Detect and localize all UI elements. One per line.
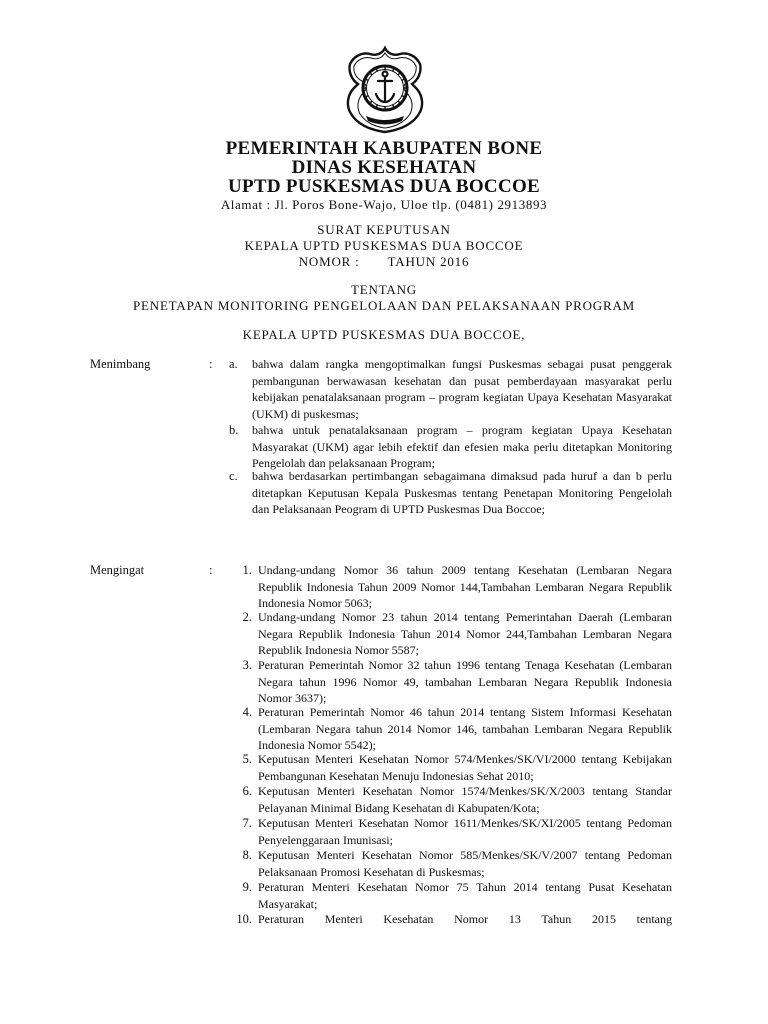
decree-about-label: TENTANG xyxy=(351,282,417,297)
mengingat-item-text: Peraturan Pemerintah Nomor 46 tahun 2014 tentang Sistem Informasi Kesehatan (Lembaran Negara tahun 2014 Nomor 146, tambahan Lembaran Negara Republik Indonesia Nomor 5542); xyxy=(258,705,672,752)
decree-issuer-heading: KEPALA UPTD PUSKESMAS DUA BOCCOE, xyxy=(242,327,526,342)
mengingat-item-number: 3. xyxy=(242,658,252,672)
institution-address: Alamat : Jl. Poros Bone-Wajo, Uloe tlp. (0481) 2913893 xyxy=(220,197,548,212)
mengingat-item-text: Undang-undang Nomor 23 tahun 2014 tentang Pemerintahan Daerah (Lembaran Negara Republik Indonesia Tahun 2014 Nomor 244,Tambahan Lembaran Negara Republik Indonesia Nomor 5587; xyxy=(258,610,672,657)
decree-subject: PENETAPAN MONITORING PENGELOLAAN DAN PELAKSANAAN PROGRAM xyxy=(132,298,636,313)
mengingat-item-text: Keputusan Menteri Kesehatan Nomor 1611/Menkes/SK/XI/2005 tentang Pedoman Penyelenggaraan Imunisasi; xyxy=(258,816,672,847)
menimbang-item-text: bahwa dalam rangka mengoptimalkan fungsi Puskesmas sebagai pusat penggerak pembangunan berwawasan kesehatan dan pusat pemberdayaan masyarakat perlu kebijakan penatalaksanaan program – program kegiatan Upaya Kesehatan Masyarakat (UKM) di puskesmas; xyxy=(252,357,672,421)
decree-type: SURAT KEPUTUSAN xyxy=(317,222,451,237)
mengingat-colon: : xyxy=(209,563,213,577)
decree-number-line xyxy=(0,254,768,270)
mengingat-item-number: 4. xyxy=(242,705,252,719)
mengingat-item-number: 10. xyxy=(236,912,252,926)
mengingat-item-text: Peraturan Menteri Kesehatan Nomor 13 Tahun 2015 tentang xyxy=(258,912,672,926)
menimbang-item-mark: c. xyxy=(229,469,238,483)
government-name: PEMERINTAH KABUPATEN BONE xyxy=(225,138,543,159)
institution-name: UPTD PUSKESMAS DUA BOCCOE xyxy=(227,176,541,197)
decree-number-label: NOMOR : xyxy=(298,254,360,269)
mengingat-item-text: Peraturan Menteri Kesehatan Nomor 75 Tahun 2014 tentang Pusat Kesehatan Masyarakat; xyxy=(258,880,672,911)
mengingat-item-text: Peraturan Pemerintah Nomor 32 tahun 1996 tentang Tenaga Kesehatan (Lembaran Negara tahun 1996 Nomor 49, tambahan Lembaran Negara Republik Indonesia Nomor 3637); xyxy=(258,658,672,705)
mengingat-item-number: 5. xyxy=(242,752,252,766)
mengingat-item-text: Keputusan Menteri Kesehatan Nomor 1574/Menkes/SK/X/2003 tentang Standar Pelayanan Minimal Bidang Kesehatan di Kabupaten/Kota; xyxy=(258,784,672,815)
menimbang-item-mark: a. xyxy=(229,357,238,371)
mengingat-item-number: 2. xyxy=(242,610,252,624)
kabupaten-bone-emblem-icon xyxy=(344,44,426,134)
menimbang-item-mark: b. xyxy=(229,423,239,437)
menimbang-item-text: bahwa untuk penatalaksanaan program – program kegiatan Upaya Kesehatan Masyarakat (UKM) agar lebih efektif dan efesien maka perlu ditetapkan Monitoring Pengelolah dan pelaksanaan Program; xyxy=(252,423,672,470)
decree-issuer: KEPALA UPTD PUSKESMAS DUA BOCCOE xyxy=(244,238,524,253)
mengingat-item-number: 6. xyxy=(242,784,252,798)
mengingat-label: Mengingat xyxy=(90,563,145,577)
mengingat-item-number: 8. xyxy=(242,848,252,862)
menimbang-item-text: bahwa berdasarkan pertimbangan sebagaimana dimaksud pada huruf a dan b perlu ditetapkan Keputusan Kepala Puskesmas tentang Penetapan Monitoring Pengelolah dan Pelaksanaan Peogram di UPTD Puskesmas Dua Boccoe; xyxy=(252,469,672,516)
mengingat-item-number: 7. xyxy=(242,816,252,830)
mengingat-item-number: 9. xyxy=(242,880,252,894)
menimbang-label: Menimbang xyxy=(90,357,151,371)
agency-name: DINAS KESEHATAN xyxy=(291,157,477,178)
mengingat-item-number: 1. xyxy=(242,563,252,577)
decree-year: TAHUN 2016 xyxy=(387,254,470,269)
mengingat-item-text: Keputusan Menteri Kesehatan Nomor 585/Menkes/SK/V/2007 tentang Pedoman Pelaksanaan Promosi Kesehatan di Puskesmas; xyxy=(258,848,672,879)
mengingat-item-text: Keputusan Menteri Kesehatan Nomor 574/Menkes/SK/VI/2000 tentang Kebijakan Pembangunan Kesehatan Menuju Indonesias Sehat 2010; xyxy=(258,752,672,783)
mengingat-item-text: Undang-undang Nomor 36 tahun 2009 tentang Kesehatan (Lembaran Negara Republik Indonesia Tahun 2009 Nomor 144,Tambahan Lembaran Negara Republik Indonesia Nomor 5063; xyxy=(258,563,672,610)
menimbang-colon: : xyxy=(209,357,213,371)
